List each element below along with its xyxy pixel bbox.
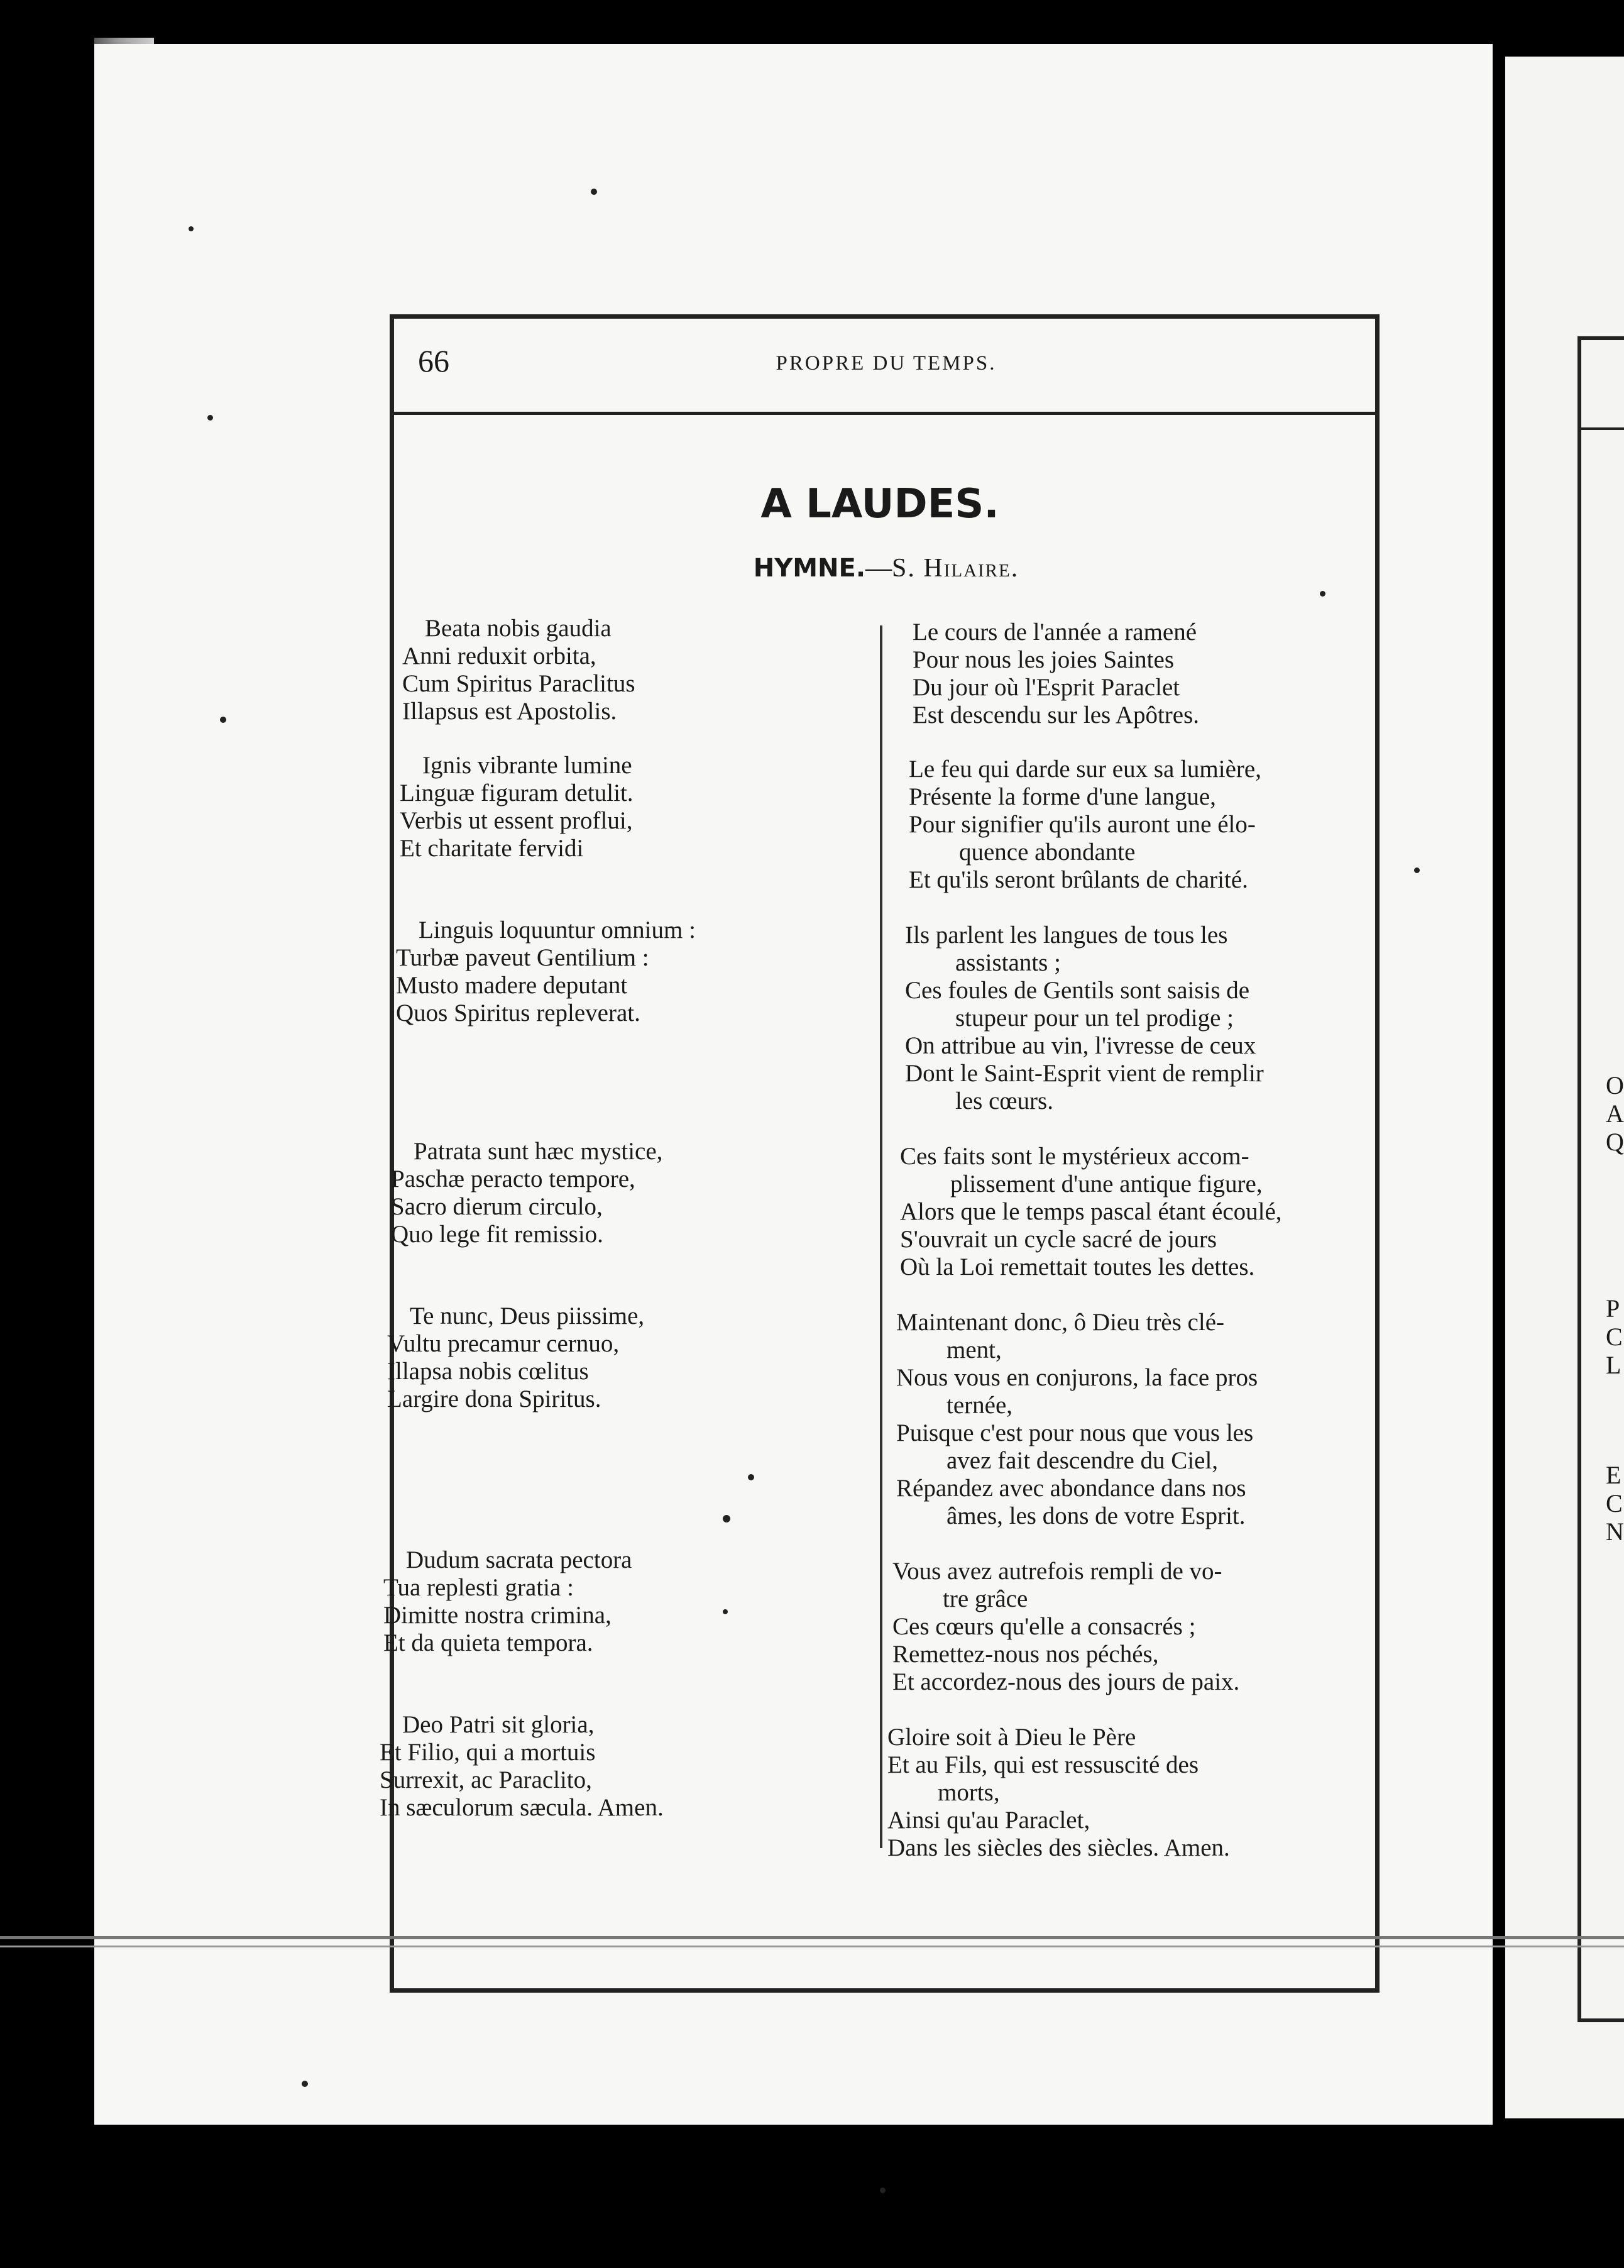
verse-line: Puisque c'est pour nous que vous les <box>896 1419 1254 1446</box>
french-stanza-5 <box>896 1309 1258 1530</box>
verse-line: Le feu qui darde sur eux sa lumière, <box>909 756 1261 783</box>
verse-line: Dans les siècles des siècles. Amen. <box>887 1834 1230 1861</box>
verse-line: Présente la forme d'une langue, <box>909 783 1216 810</box>
latin-stanza-1 <box>402 615 635 725</box>
adjacent-letter: Q <box>1606 1128 1624 1156</box>
adjacent-page-header-rule <box>1577 427 1624 430</box>
verse-line: Paschæ peracto tempore, <box>391 1165 635 1192</box>
verse-line: Remettez-nous nos péchés, <box>892 1641 1159 1668</box>
scan-artifact-line <box>0 1946 1624 1947</box>
verse-line: plissement d'une antique figure, <box>950 1170 1263 1197</box>
latin-stanza-6 <box>383 1546 632 1657</box>
verse-line: Anni reduxit orbita, <box>402 642 596 669</box>
adjacent-page-frame <box>1577 336 1624 2022</box>
latin-stanza-5 <box>387 1302 644 1413</box>
verse-line: Ainsi qu'au Paraclet, <box>887 1807 1090 1834</box>
verse-line: Sacro dierum circulo, <box>391 1193 603 1220</box>
verse-line: Alors que le temps pascal étant écoulé, <box>900 1198 1282 1225</box>
verse-line: Ces faits sont le mystérieux accom- <box>900 1143 1249 1170</box>
french-stanza-3 <box>905 922 1264 1115</box>
verse-line: Maintenant donc, ô Dieu très clé- <box>896 1309 1224 1336</box>
latin-stanza-2 <box>400 752 634 862</box>
scan-speck <box>723 1609 728 1614</box>
verse-line: Nous vous en conjurons, la face pros <box>896 1364 1258 1391</box>
verse-line: Est descendu sur les Apôtres. <box>913 702 1200 729</box>
verse-line: les cœurs. <box>955 1087 1053 1115</box>
adjacent-letter: P <box>1606 1294 1620 1323</box>
verse-line: Ces cœurs qu'elle a consacrés ; <box>892 1613 1196 1640</box>
verse-line: Gloire soit à Dieu le Père <box>887 1724 1136 1751</box>
verse-line: Surrexit, ac Paraclito, <box>380 1766 592 1793</box>
verse-line: morts, <box>938 1779 1000 1806</box>
page-number: 66 <box>418 343 449 378</box>
verse-line: Ils parlent les langues de tous les <box>905 922 1228 949</box>
verse-line: Patrata sunt hæc mystice, <box>414 1138 663 1165</box>
verse-line: Deo Patri sit gloria, <box>402 1711 595 1738</box>
scan-speck <box>1320 591 1325 597</box>
verse-line: Et charitate fervidi <box>400 835 584 862</box>
verse-line: Linguis loquuntur omnium : <box>419 917 696 944</box>
verse-line: Ces foules de Gentils sont saisis de <box>905 977 1250 1004</box>
scan-speck <box>302 2081 308 2087</box>
scan-speck <box>220 717 226 723</box>
verse-line: Te nunc, Deus piissime, <box>410 1302 645 1329</box>
verse-line: avez fait descendre du Ciel, <box>946 1447 1219 1474</box>
adjacent-letter: A <box>1606 1099 1624 1128</box>
french-stanza-7 <box>887 1724 1230 1862</box>
verse-line: Et accordez-nous des jours de paix. <box>892 1668 1240 1695</box>
verse-line: Verbis ut essent proflui, <box>400 807 633 834</box>
verse-line: Quo lege fit remissio. <box>391 1221 603 1248</box>
subtitle-separator: — <box>865 554 892 583</box>
adjacent-letter: C <box>1606 1323 1623 1351</box>
verse-line: Pour signifier qu'ils auront une élo- <box>909 811 1256 838</box>
latin-stanza-7 <box>380 1711 664 1822</box>
verse-line: Le cours de l'année a ramené <box>913 619 1197 646</box>
header-rule <box>394 412 1375 415</box>
french-stanza-4 <box>900 1143 1282 1281</box>
adjacent-letter: O <box>1606 1071 1624 1099</box>
verse-line: Répandez avec abondance dans nos <box>896 1475 1246 1502</box>
section-title: A LAUDES. <box>760 481 999 527</box>
adjacent-letter: E <box>1606 1461 1621 1489</box>
running-head: PROPRE DU TEMPS. <box>776 352 997 375</box>
hymn-label: HYMNE. <box>753 554 866 583</box>
verse-line: quence abondante <box>959 839 1136 866</box>
verse-line: Beata nobis gaudia <box>425 615 612 642</box>
scan-speck <box>207 415 213 421</box>
adjacent-letter: N <box>1606 1517 1624 1546</box>
verse-line: Et Filio, qui a mortuis <box>380 1739 596 1766</box>
verse-line: S'ouvrait un cycle sacré de jours <box>900 1226 1217 1253</box>
verse-line: ment, <box>946 1336 1002 1363</box>
verse-line: Vultu precamur cernuo, <box>387 1330 620 1357</box>
scan-speck <box>723 1515 730 1522</box>
verse-line: Quos Spiritus repleverat. <box>396 999 640 1027</box>
hymn-subtitle <box>628 553 1144 583</box>
french-stanza-1 <box>913 619 1199 729</box>
verse-line: In sæculorum sæcula. Amen. <box>380 1794 664 1821</box>
adjacent-letter: C <box>1606 1489 1623 1517</box>
verse-line: Dudum sacrata pectora <box>406 1546 632 1573</box>
verse-line: Dimitte nostra crimina, <box>383 1602 612 1629</box>
verse-line: On attribue au vin, l'ivresse de ceux <box>905 1032 1256 1059</box>
latin-stanza-4 <box>391 1138 662 1248</box>
verse-line: Ignis vibrante lumine <box>422 752 632 779</box>
verse-line: Illapsa nobis cœlitus <box>387 1358 589 1385</box>
verse-line: Cum Spiritus Paraclitus <box>402 670 635 697</box>
verse-line: Illapsus est Apostolis. <box>402 698 617 725</box>
scan-artifact-line <box>0 1936 1624 1939</box>
latin-stanza-3 <box>396 917 696 1027</box>
column-divider <box>880 625 882 1848</box>
verse-line: Du jour où l'Esprit Paraclet <box>913 674 1180 701</box>
verse-line: Musto madere deputant <box>396 972 628 999</box>
adjacent-letter: L <box>1606 1351 1621 1379</box>
french-stanza-2 <box>909 756 1261 894</box>
verse-line: tre grâce <box>943 1585 1028 1612</box>
verse-line: Largire dona Spiritus. <box>387 1385 601 1412</box>
verse-line: Dont le Saint-Esprit vient de remplir <box>905 1060 1264 1087</box>
verse-line: Tua replesti gratia : <box>383 1574 574 1601</box>
scan-speck <box>591 189 597 195</box>
verse-line: âmes, les dons de votre Esprit. <box>946 1502 1246 1529</box>
verse-line: Vous avez autrefois rempli de vo- <box>892 1558 1222 1585</box>
scan-speck <box>189 226 194 231</box>
verse-line: Turbæ paveut Gentilium : <box>396 944 649 971</box>
verse-line: Et da quieta tempora. <box>383 1629 593 1656</box>
verse-line: Et au Fils, qui est ressuscité des <box>887 1751 1199 1778</box>
verse-line: Pour nous les joies Saintes <box>913 646 1174 673</box>
scan-speck <box>880 2188 886 2193</box>
verse-line: assistants ; <box>955 949 1061 976</box>
verse-line: Linguæ figuram detulit. <box>400 779 634 806</box>
verse-line: Où la Loi remettait toutes les dettes. <box>900 1253 1255 1280</box>
scan-speck <box>1414 867 1420 873</box>
verse-line: ternée, <box>946 1392 1013 1419</box>
hymn-author: S. Hilaire. <box>892 554 1019 583</box>
scan-speck <box>748 1474 754 1480</box>
french-stanza-6 <box>892 1558 1239 1696</box>
verse-line: stupeur pour un tel prodige ; <box>955 1005 1234 1032</box>
verse-line: Et qu'ils seront brûlants de charité. <box>909 866 1248 893</box>
